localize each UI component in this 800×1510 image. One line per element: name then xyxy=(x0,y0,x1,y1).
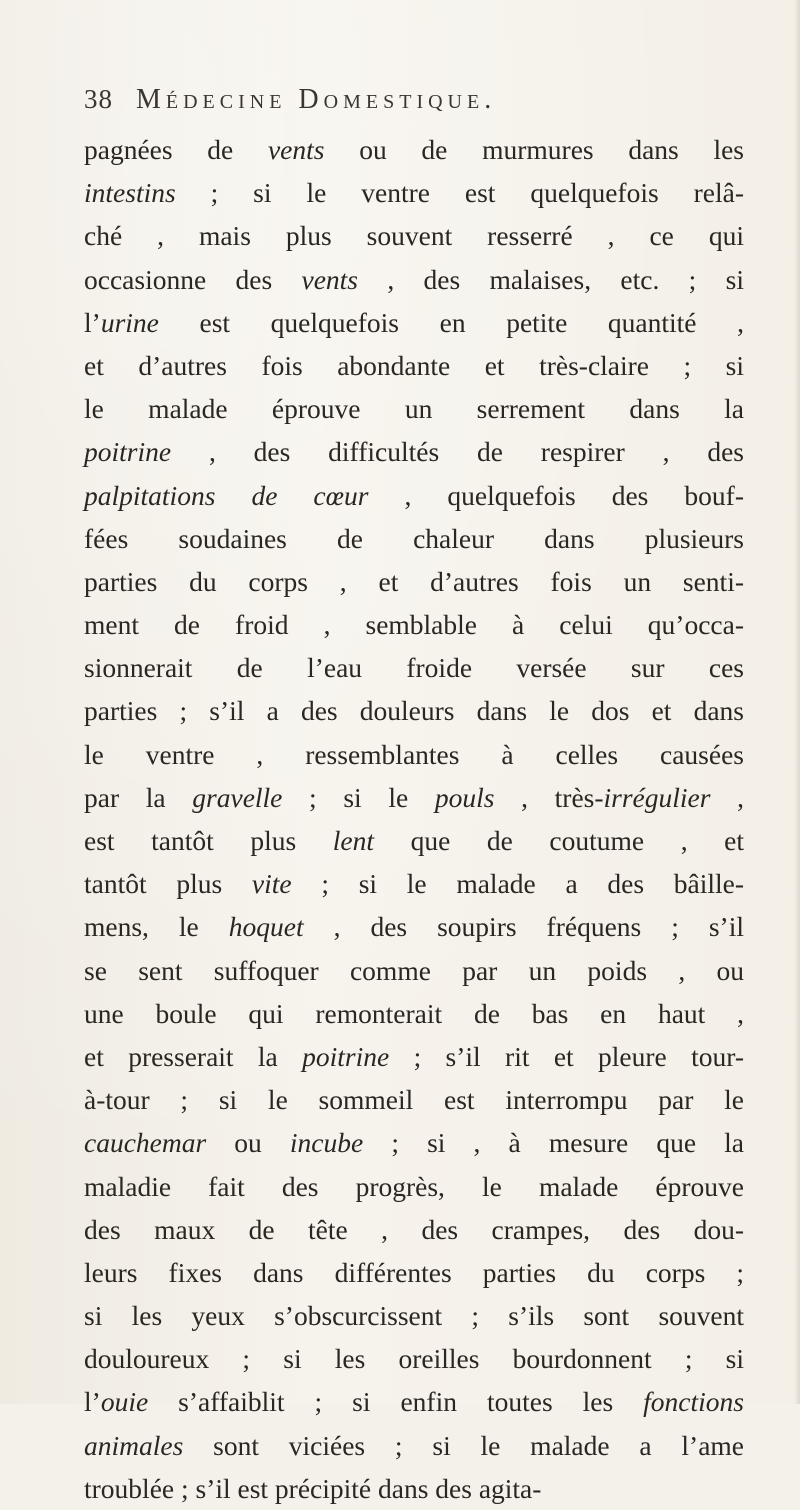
text-run: se sent suffoquer comme par un poids , ou xyxy=(84,954,744,986)
text-line xyxy=(84,733,744,776)
text-run: est quelquefois en petite quantité , xyxy=(158,306,744,338)
text-run: ment de froid , semblable à celui qu’occa- xyxy=(84,609,744,641)
text-line xyxy=(84,1035,744,1078)
text-line xyxy=(84,430,744,473)
text-run: , quelquefois des bouf- xyxy=(368,479,744,511)
text-run: ; si le malade a des bâille- xyxy=(291,868,744,900)
italic-term: gravelle xyxy=(192,781,283,813)
italic-term: ouie xyxy=(100,1386,149,1418)
text-run: pagnées de xyxy=(84,134,268,165)
text-line xyxy=(84,603,744,646)
text-run: l’ xyxy=(84,1386,101,1418)
text-run: à-tour ; si le sommeil est interrompu par le xyxy=(84,1084,744,1116)
text-run: par la xyxy=(84,781,193,813)
text-line xyxy=(84,1121,744,1164)
text-line xyxy=(84,1208,744,1251)
running-title: Médecine Domestique. xyxy=(136,84,497,115)
text-run: et presserait la xyxy=(84,1040,303,1072)
text-line xyxy=(84,171,744,214)
text-run: tantôt plus xyxy=(84,868,252,900)
text-line xyxy=(84,517,744,560)
text-line xyxy=(84,258,744,301)
italic-term: incube xyxy=(289,1127,364,1159)
text-line xyxy=(84,1251,744,1294)
running-header xyxy=(84,84,734,124)
text-run: mens, le xyxy=(84,911,229,943)
italic-term: vite xyxy=(251,868,292,900)
text-run: leurs fixes dans différentes parties du corps ; xyxy=(84,1256,744,1288)
text-run: maladie fait des progrès, le malade éprouve xyxy=(84,1170,744,1202)
italic-term: pouls xyxy=(434,781,495,813)
text-run: ; si le ventre est quelquefois relâ- xyxy=(175,177,744,209)
text-run: le ventre , ressemblantes à celles causées xyxy=(84,738,744,770)
text-line xyxy=(84,1337,744,1380)
text-line xyxy=(84,387,744,430)
text-line xyxy=(84,689,744,732)
text-run: douloureux ; si les oreilles bourdonnent ; si xyxy=(84,1343,744,1375)
text-run: ; si le xyxy=(282,781,435,813)
text-run: est tantôt plus xyxy=(84,825,333,856)
text-line xyxy=(84,1165,744,1208)
text-run: parties ; s’il a des douleurs dans le dos et dans xyxy=(84,695,744,727)
text-run: , des soupirs fréquens ; s’il xyxy=(303,911,744,943)
text-run: ou xyxy=(206,1127,290,1159)
text-line xyxy=(84,560,744,603)
text-line xyxy=(84,128,744,171)
italic-term: lent xyxy=(332,825,375,856)
text-run: ou de murmures dans les xyxy=(324,134,744,165)
text-line xyxy=(84,1424,744,1467)
text-run: , très- xyxy=(494,781,604,813)
page-edge-shadow xyxy=(794,0,800,1404)
text-run: fées soudaines de chaleur dans plusieurs xyxy=(84,522,744,554)
text-line xyxy=(84,776,744,819)
text-line xyxy=(84,905,744,948)
text-line xyxy=(84,819,744,862)
italic-term: poitrine xyxy=(302,1040,390,1072)
text-line xyxy=(84,474,744,517)
text-run: sionnerait de l’eau froide versée sur ces xyxy=(84,652,744,684)
text-run: l’ xyxy=(84,306,101,338)
text-run: sont viciées ; si le malade a l’ame xyxy=(183,1429,744,1461)
text-run: et d’autres fois abondante et très-claire ; si xyxy=(84,349,744,381)
text-run: que de coutume , et xyxy=(374,825,744,856)
text-line xyxy=(84,992,744,1035)
italic-term: vents xyxy=(267,134,325,165)
body-text xyxy=(84,128,744,1510)
text-line xyxy=(84,949,744,992)
italic-term: irrégulier xyxy=(603,781,711,813)
italic-term: urine xyxy=(100,306,159,338)
text-run: le malade éprouve un serrement dans la xyxy=(84,393,744,425)
italic-term: cauchemar xyxy=(84,1127,207,1159)
italic-term: palpitations de cœur xyxy=(84,479,369,511)
italic-term: hoquet xyxy=(228,911,304,943)
page-number: 38 xyxy=(84,84,113,114)
text-line xyxy=(84,646,744,689)
text-run: ; si , à mesure que la xyxy=(363,1127,744,1159)
text-line xyxy=(84,301,744,344)
text-line xyxy=(84,1078,744,1121)
italic-term: poitrine xyxy=(84,436,172,468)
text-line xyxy=(84,862,744,905)
text-run: occasionne des xyxy=(84,263,302,295)
text-run: , des difficultés de respirer , des xyxy=(171,436,744,468)
italic-term: fonctions xyxy=(643,1386,744,1418)
text-run: si les yeux s’obscurcissent ; s’ils sont souvent xyxy=(84,1300,744,1332)
text-line xyxy=(84,1467,744,1510)
text-line xyxy=(84,1294,744,1337)
text-run: ché , mais plus souvent resserré , ce qui xyxy=(84,220,744,252)
italic-term: vents xyxy=(301,263,358,295)
text-line xyxy=(84,1380,744,1423)
text-line xyxy=(84,214,744,257)
text-run: des maux de tête , des crampes, des dou- xyxy=(84,1213,744,1245)
text-run: une boule qui remonterait de bas en haut , xyxy=(84,997,744,1029)
italic-term: animales xyxy=(84,1429,184,1461)
text-run: , xyxy=(710,781,744,813)
text-run: s’affaiblit ; si enfin toutes les xyxy=(148,1386,644,1418)
text-line xyxy=(84,344,744,387)
italic-term: intestins xyxy=(84,177,176,209)
text-run: , des malaises, etc. ; si xyxy=(358,263,744,295)
text-run: parties du corps , et d’autres fois un senti- xyxy=(84,565,744,597)
text-run: ; s’il rit et pleure tour- xyxy=(389,1040,745,1072)
text-run: troublée ; s’il est précipité dans des agita- xyxy=(84,1472,542,1504)
